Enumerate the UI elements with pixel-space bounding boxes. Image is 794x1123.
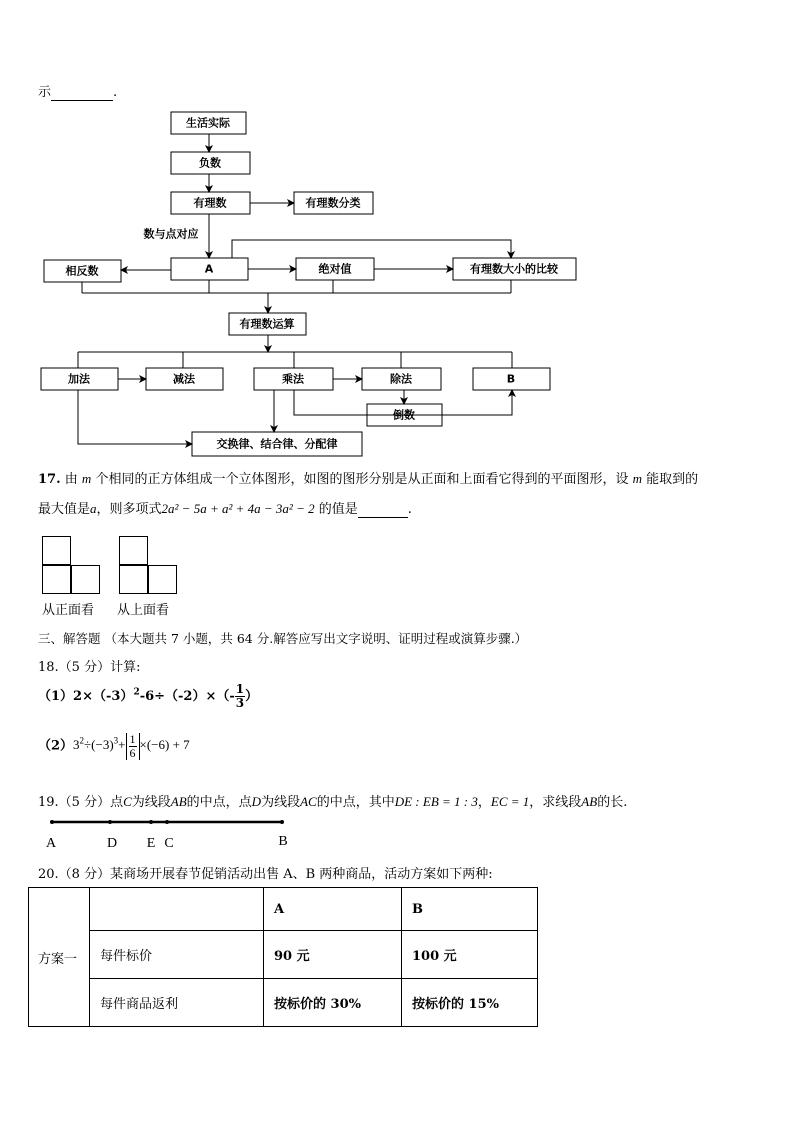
answer-blank (358, 502, 408, 518)
plan-table (28, 887, 538, 1027)
node-mul: 乘法 (282, 372, 304, 386)
node-sub: 减法 (173, 372, 195, 386)
edge-label-number-point: 数与点对应 (143, 227, 199, 241)
q19-text: 19.（5 分）点C为线段AB的中点，点D为线段AC的中点，其中DE : EB = 1 : 3，EC = 1，求线段AB的长. (38, 794, 628, 810)
node-negative: 负数 (199, 156, 221, 170)
node-rational: 有理数 (193, 196, 227, 210)
segment-diagram (0, 812, 320, 854)
q18-title: 18.（5 分）计算: (38, 660, 141, 675)
node-reciprocal: 倒数 (393, 408, 415, 422)
point-A: A (45, 836, 57, 851)
polynomial: 2a² − 5a + a² + 4a − 3a² − 2 (161, 501, 315, 516)
node-compare: 有理数大小的比较 (470, 262, 558, 276)
q20-title: 20.（8 分）某商场开展春节促销活动出售 A、B 两种商品，活动方案如下两种: (38, 867, 493, 882)
node-laws: 交换律、结合律、分配律 (216, 437, 338, 451)
q18-part2: $(2)3^2\div(-3)^3+$ $\frac{1}{6}$ ×(−6) + 7 (38, 732, 190, 760)
section-3-header: 三、解答题 （本大题共 7 小题，共 64 分.解答应写出文字说明、证明过程或演算步骤.） (38, 631, 528, 646)
cell-rebate-A: 按标价的 30% (264, 979, 402, 1027)
point-B: B (278, 834, 288, 849)
plan-label: 方案一 (29, 888, 90, 1027)
q16-tail: 示 . (38, 85, 118, 100)
cell-price-B: 100 元 (402, 931, 538, 979)
q17-line2: 最大值是a，则多项式2a² − 5a + a² + 4a − 3a² − 2 的值是 . (38, 501, 412, 517)
node-opposite: 相反数 (65, 264, 99, 278)
point-D: D (106, 836, 118, 851)
node-ops: 有理数运算 (239, 317, 295, 331)
label-front-view: 从正面看 (42, 603, 95, 618)
knowledge-flowchart (0, 0, 794, 470)
point-C: C (164, 836, 174, 851)
node-add: 加法 (68, 372, 90, 386)
q17-line1: 17. 由 m 个相同的正方体组成一个立体图形，如图的图形分别是从正面和上面看它得到的平面图形，设 m 能取到的 (38, 471, 699, 487)
cell-price-A: 90 元 (264, 931, 402, 979)
label-top-view: 从上面看 (117, 603, 170, 618)
col-header-A: A (264, 888, 402, 931)
node-classify: 有理数分类 (305, 196, 361, 210)
col-header-B: B (402, 888, 538, 931)
node-life: 生活实际 (186, 116, 230, 130)
node-absolute: 绝对值 (318, 262, 352, 276)
node-A: A (204, 262, 214, 276)
row-label-price: 每件标价 (90, 931, 264, 979)
point-E: E (146, 836, 156, 851)
row-label-rebate: 每件商品返利 (90, 979, 264, 1027)
q18-part1: $(1)2\times(-3)^2-6\div(-2)\times(-$ $\frac{1}{3}$ ） (38, 682, 259, 710)
cell-rebate-B: 按标价的 15% (402, 979, 538, 1027)
node-B: B (506, 372, 516, 386)
node-div: 除法 (390, 372, 412, 386)
